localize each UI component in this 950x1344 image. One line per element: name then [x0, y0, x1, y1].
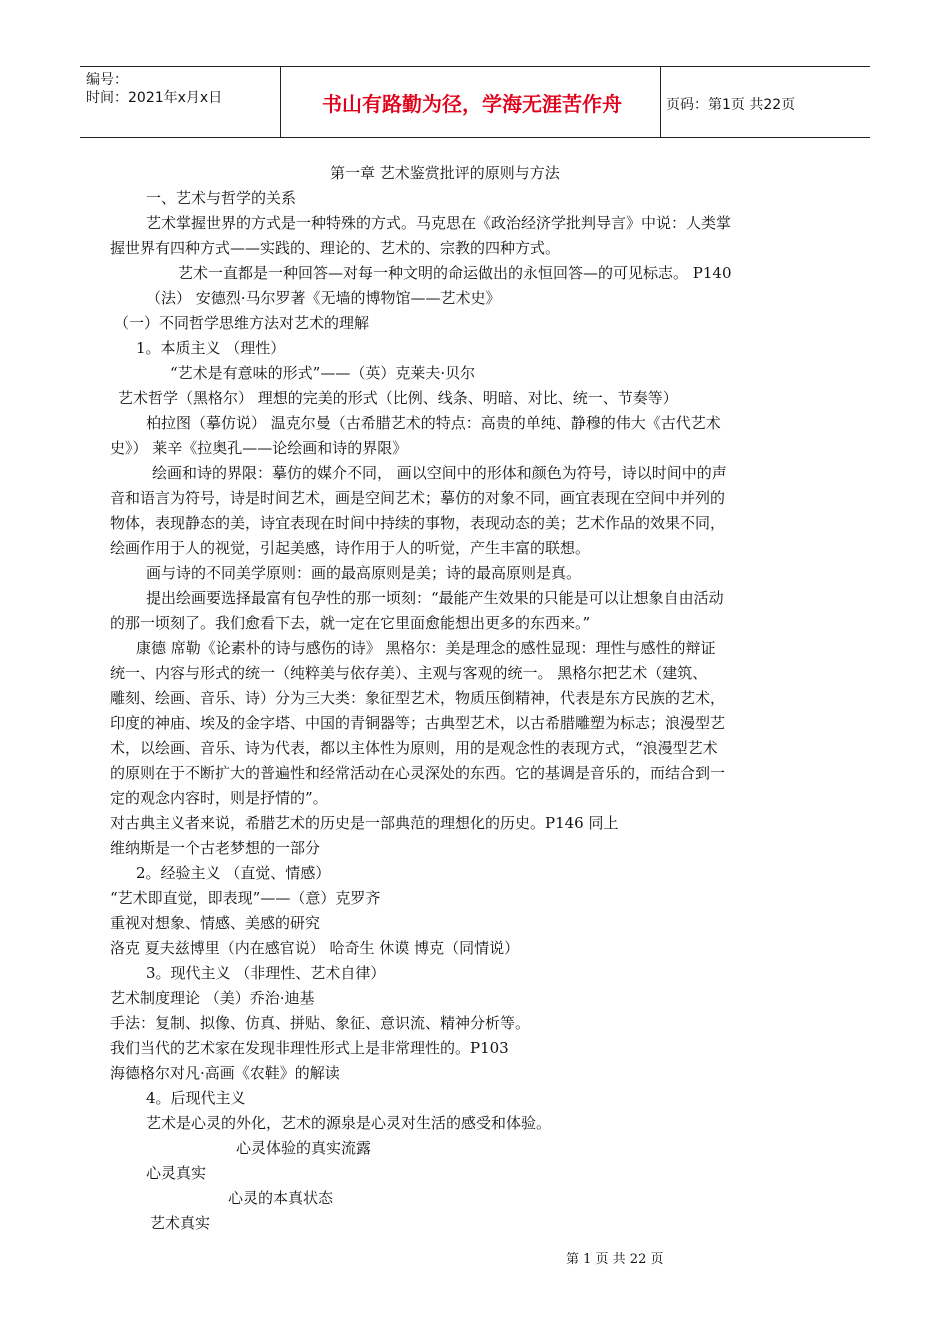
paragraph-line: 心灵真实 — [146, 1164, 207, 1182]
paragraph-line: 术，以绘画、音乐、诗为代表，都以主体性为原则，用的是观念性的表现方式，“浪漫型艺术 — [110, 739, 718, 757]
paragraph-line: 绘画作用于人的视觉，引起美感，诗作用于人的听觉，产生丰富的联想。 — [110, 539, 591, 557]
chapter-title: 第一章 艺术鉴赏批评的原则与方法 — [330, 164, 560, 182]
paragraph-line: 的原则在于不断扩大的普遍性和经常活动在心灵深处的东西。它的基调是音乐的，而结合到一 — [110, 764, 726, 782]
document-number-label: 编号： — [86, 72, 128, 88]
paragraph-line: 握世界有四种方式——实践的、理论的、艺术的、宗教的四种方式。 — [110, 239, 561, 257]
paragraph-line: 柏拉图（摹仿说） 温克尔曼（古希腊艺术的特点：高贵的单纯、静穆的伟大《古代艺术 — [146, 414, 721, 432]
paragraph-line: （法） 安德烈·马尔罗著《无墙的博物馆——艺术史》 — [146, 289, 501, 307]
paragraph-line: 艺术真实 — [150, 1214, 211, 1232]
paragraph-line: 我们当代的艺术家在发现非理性形式上是非常理性的。P103 — [110, 1039, 509, 1057]
date-label: 时间：2021年x月x日 — [86, 90, 223, 106]
subsection-heading: 1。本质主义 （理性） — [136, 339, 286, 357]
paragraph-line: 雕刻、绘画、音乐、诗）分为三大类：象征型艺术，物质压倒精神，代表是东方民族的艺术， — [110, 689, 726, 707]
subsection-heading: （一）不同哲学思维方法对艺术的理解 — [114, 314, 370, 332]
paragraph-line: 康德 席勒《论素朴的诗与感伤的诗》 黑格尔：美是理念的感性显现：理性与感性的辩证 — [136, 639, 716, 657]
subsection-heading: 3。现代主义 （非理性、艺术自律） — [146, 964, 386, 982]
paragraph-line: 史》） 莱辛《拉奥孔——论绘画和诗的界限》 — [110, 439, 408, 457]
header-divider — [280, 67, 281, 137]
page-info: 页码：第1页 共22页 — [666, 97, 796, 113]
paragraph-line: 心灵的本真状态 — [228, 1189, 334, 1207]
paragraph-line: 艺术是心灵的外化，艺术的源泉是心灵对生活的感受和体验。 — [146, 1114, 552, 1132]
paragraph-line: 画与诗的不同美学原则：画的最高原则是美；诗的最高原则是真。 — [146, 564, 582, 582]
paragraph-line: 对古典主义者来说，希腊艺术的历史是一部典范的理想化的历史。P146 同上 — [110, 814, 619, 832]
paragraph-line: 手法：复制、拟像、仿真、拼贴、象征、意识流、精神分析等。 — [110, 1014, 531, 1032]
paragraph-line: 艺术制度理论 （美）乔治·迪基 — [110, 989, 315, 1007]
paragraph-line: “艺术即直觉，即表现”——（意）克罗齐 — [110, 889, 381, 907]
paragraph-line: 洛克 夏夫兹博里（内在感官说） 哈奇生 休谟 博克（同情说） — [110, 939, 520, 957]
paragraph-line: 心灵体验的真实流露 — [236, 1139, 372, 1157]
page-header — [80, 66, 870, 138]
subsection-heading: 2。经验主义 （直觉、情感） — [136, 864, 331, 882]
motto: 书山有路勤为径，学海无涯苦作舟 — [322, 91, 622, 116]
paragraph-line: 物体，表现静态的美，诗宜表现在时间中持续的事物，表现动态的美；艺术作品的效果不同， — [110, 514, 726, 532]
paragraph-line: 印度的神庙、埃及的金字塔、中国的青铜器等；古典型艺术，以古希腊雕塑为标志；浪漫型艺 — [110, 714, 726, 732]
paragraph-line: 海德格尔对凡·高画《农鞋》的解读 — [110, 1064, 340, 1082]
paragraph-line: 提出绘画要选择最富有包孕性的那一顷刻：“最能产生效果的只能是可以让想象自由活动 — [146, 589, 724, 607]
paragraph-line: 统一、内容与形式的统一（纯粹美与依存美）、主观与客观的统一。 黑格尔把艺术（建筑、 — [110, 664, 708, 682]
subsection-heading: 4。后现代主义 — [146, 1089, 246, 1107]
paragraph-line: 的那一顷刻了。我们愈看下去，就一定在它里面愈能想出更多的东西来。” — [110, 614, 591, 632]
paragraph-line: 音和语言为符号，诗是时间艺术，画是空间艺术；摹仿的对象不同，画宜表现在空间中并列的 — [110, 489, 726, 507]
paragraph-line: 艺术掌握世界的方式是一种特殊的方式。马克思在《政治经济学批判导言》中说：人类掌 — [146, 214, 732, 232]
paragraph-line: “艺术是有意味的形式”——（英）克莱夫·贝尔 — [170, 364, 476, 382]
paragraph-line: 艺术一直都是一种回答—对每一种文明的命运做出的永恒回答—的可见标志。 P140 — [178, 264, 732, 282]
paragraph-line: 定的观念内容时，则是抒情的”。 — [110, 789, 328, 807]
paragraph-line: 艺术哲学（黑格尔） 理想的完美的形式（比例、线条、明暗、对比、统一、节奏等） — [118, 389, 678, 407]
header-left — [86, 71, 222, 107]
paragraph-line: 绘画和诗的界限：摹仿的媒介不同， 画以空间中的形体和颜色为符号，诗以时间中的声 — [152, 464, 727, 482]
page-footer: 第 1 页 共 22 页 — [566, 1252, 664, 1267]
paragraph-line: 维纳斯是一个古老梦想的一部分 — [110, 839, 321, 857]
section-heading: 一、艺术与哲学的关系 — [146, 189, 297, 207]
header-divider — [660, 67, 661, 137]
paragraph-line: 重视对想象、情感、美感的研究 — [110, 914, 321, 932]
